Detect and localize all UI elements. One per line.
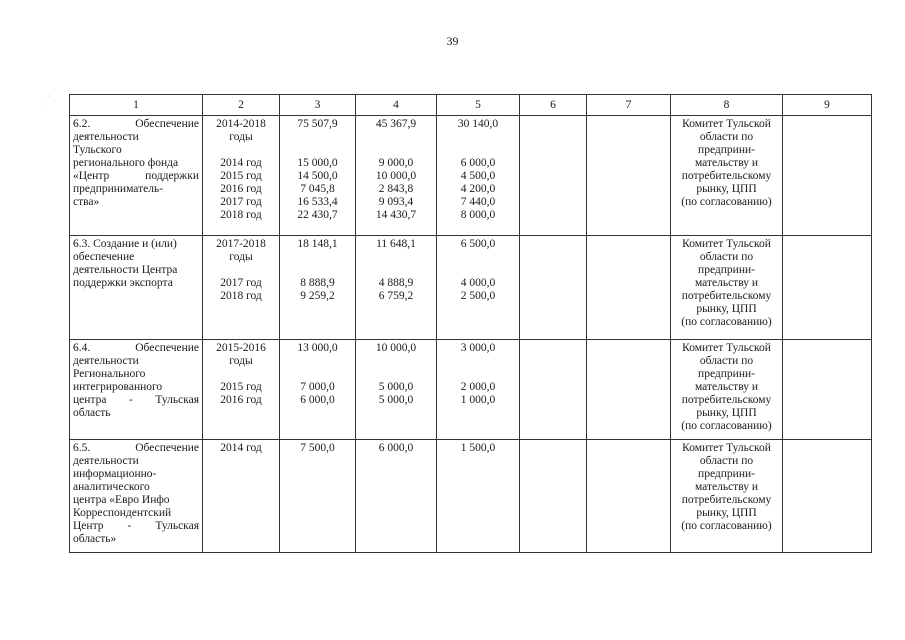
cell-line: 5 000,0: [378, 394, 414, 406]
cell-line: предприни-: [698, 368, 755, 380]
cell-line: 4 500,0: [460, 170, 496, 182]
cell-line: 10 000,0: [375, 342, 417, 354]
cell-line: 2017 год: [220, 196, 262, 208]
cell-line: годы: [229, 251, 253, 263]
col5-funding-cell: [437, 440, 520, 553]
cell-line: 14 500,0: [297, 170, 338, 182]
program-activities-table: [69, 94, 872, 553]
col4-funding-cell: [356, 116, 437, 236]
cell-line: 6 000,0: [460, 157, 496, 169]
cell-line: предприниматель-: [73, 183, 164, 195]
cell-line: область»: [73, 533, 117, 545]
cell-line: Комитет Тульской: [682, 118, 771, 130]
cell-line: 75 507,9: [297, 118, 338, 130]
col6-empty-cell: [520, 440, 587, 553]
cell-line: 2018 год: [220, 209, 262, 221]
cell-line: мательству и: [694, 157, 759, 169]
col9-empty-cell: [783, 440, 872, 553]
cell-line: [440, 251, 516, 264]
cell-line: [206, 144, 276, 157]
cell-line: (по согласованию): [681, 520, 772, 532]
cell-line: 2016 год: [220, 183, 262, 195]
cell-line: 9 259,2: [300, 290, 335, 302]
period-cell: [203, 440, 280, 553]
col4-funding-cell: [356, 440, 437, 553]
cell-line: деятельности: [73, 131, 139, 143]
col7-empty-cell: [587, 236, 671, 340]
activity-name-cell: [70, 236, 203, 340]
cell-line: области по: [699, 455, 754, 467]
cell-line: 4 000,0: [460, 277, 496, 289]
cell-line: центра - Тульская: [73, 394, 199, 406]
cell-line: потребительскому: [681, 394, 772, 406]
cell-line: 6 500,0: [460, 238, 496, 250]
cell-line: 30 140,0: [457, 118, 499, 130]
cell-line: 6.5. Обеспечение: [73, 442, 199, 454]
cell-line: мательству и: [694, 381, 759, 393]
cell-line: 45 367,9: [375, 118, 417, 130]
cell-line: регионального фонда: [73, 157, 179, 169]
col5-funding-cell: [437, 236, 520, 340]
cell-line: [440, 355, 516, 368]
total-funding-cell: [280, 440, 356, 553]
cell-line: 10 000,0: [375, 170, 417, 182]
cell-line: интегрированного: [73, 381, 163, 393]
cell-line: 4 200,0: [460, 183, 496, 195]
cell-line: потребительскому: [681, 494, 772, 506]
cell-line: [283, 368, 352, 381]
column-header-9: 9: [783, 95, 872, 116]
executor-cell: [671, 116, 783, 236]
cell-line: 2015 год: [220, 381, 262, 393]
cell-line: [283, 251, 352, 264]
cell-line: 1 500,0: [460, 442, 496, 454]
cell-line: [359, 131, 433, 144]
cell-line: рынку, ЦПП: [696, 407, 757, 419]
header-row: [70, 95, 872, 116]
col9-empty-cell: [783, 116, 872, 236]
cell-line: потребительскому: [681, 170, 772, 182]
cell-line: 4 888,9: [378, 277, 414, 289]
cell-line: деятельности: [73, 455, 139, 467]
cell-line: рынку, ЦПП: [696, 507, 757, 519]
cell-line: Комитет Тульской: [682, 442, 771, 454]
cell-line: 2016 год: [220, 394, 262, 406]
cell-line: Корреспондентский: [73, 507, 172, 519]
cell-line: [359, 264, 433, 277]
period-cell: [203, 116, 280, 236]
cell-line: (по согласованию): [681, 316, 772, 328]
cell-line: Тульского: [73, 144, 122, 156]
cell-line: [440, 368, 516, 381]
period-cell: [203, 236, 280, 340]
page-number: 39: [446, 34, 459, 48]
cell-line: 8 888,9: [300, 277, 335, 289]
cell-line: 7 500,0: [300, 442, 335, 454]
cell-line: 2014-2018: [216, 118, 266, 130]
cell-line: информационно-: [73, 468, 157, 480]
cell-line: аналитического: [73, 481, 150, 493]
cell-line: 9 000,0: [378, 157, 414, 169]
total-funding-cell: [280, 236, 356, 340]
cell-line: Комитет Тульской: [682, 342, 771, 354]
executor-cell: [671, 340, 783, 440]
col9-empty-cell: [783, 340, 872, 440]
cell-line: (по согласованию): [681, 196, 772, 208]
cell-line: 11 648,1: [376, 238, 416, 250]
cell-line: 5 000,0: [378, 381, 414, 393]
column-header-3: 3: [280, 95, 356, 116]
cell-line: годы: [229, 131, 253, 143]
col9-empty-cell: [783, 236, 872, 340]
executor-cell: [671, 440, 783, 553]
cell-line: 2014 год: [220, 442, 262, 454]
cell-line: «Центр поддержки: [73, 170, 199, 182]
cell-line: 13 000,0: [297, 342, 338, 354]
col5-funding-cell: [437, 340, 520, 440]
cell-line: [359, 368, 433, 381]
cell-line: Центр - Тульская: [73, 520, 199, 532]
cell-line: 7 000,0: [300, 381, 335, 393]
cell-line: 6 759,2: [378, 290, 414, 302]
cell-line: 6 000,0: [378, 442, 414, 454]
cell-line: 2 000,0: [460, 381, 496, 393]
cell-line: [440, 264, 516, 277]
cell-line: 3 000,0: [460, 342, 496, 354]
cell-line: [283, 131, 352, 144]
col4-funding-cell: [356, 340, 437, 440]
cell-line: области по: [699, 131, 754, 143]
activity-name-cell: [70, 340, 203, 440]
column-header-6: 6: [520, 95, 587, 116]
cell-line: деятельности Центра: [73, 264, 178, 276]
col6-empty-cell: [520, 340, 587, 440]
cell-line: 1 000,0: [460, 394, 496, 406]
cell-line: мательству и: [694, 277, 759, 289]
cell-line: 14 430,7: [375, 209, 417, 221]
activity-name-cell: [70, 440, 203, 553]
cell-line: 8 000,0: [460, 209, 496, 221]
cell-line: Регионального: [73, 368, 146, 380]
cell-line: 2 843,8: [378, 183, 414, 195]
table-row: [70, 340, 872, 440]
cell-line: потребительскому: [681, 290, 772, 302]
cell-line: [359, 144, 433, 157]
total-funding-cell: [280, 116, 356, 236]
column-header-1: 1: [70, 95, 203, 116]
cell-line: [206, 264, 276, 277]
column-header-4: 4: [356, 95, 437, 116]
col6-empty-cell: [520, 116, 587, 236]
cell-line: 2015-2016: [216, 342, 266, 354]
cell-line: 6 000,0: [300, 394, 335, 406]
cell-line: мательству и: [694, 481, 759, 493]
col7-empty-cell: [587, 340, 671, 440]
cell-line: 6.4. Обеспечение: [73, 342, 199, 354]
cell-line: 22 430,7: [297, 209, 338, 221]
cell-line: [440, 144, 516, 157]
cell-line: 6.2. Обеспечение: [73, 118, 199, 130]
cell-line: рынку, ЦПП: [696, 183, 757, 195]
table-row: [70, 440, 872, 553]
cell-line: области по: [699, 355, 754, 367]
period-cell: [203, 340, 280, 440]
cell-line: 7 045,8: [300, 183, 335, 195]
cell-line: [283, 264, 352, 277]
cell-line: [440, 131, 516, 144]
executor-cell: [671, 236, 783, 340]
column-header-2: 2: [203, 95, 280, 116]
cell-line: 2014 год: [220, 157, 262, 169]
cell-line: (по согласованию): [681, 420, 772, 432]
cell-line: 2017 год: [220, 277, 262, 289]
cell-line: области по: [699, 251, 754, 263]
cell-line: 15 000,0: [297, 157, 338, 169]
col7-empty-cell: [587, 116, 671, 236]
cell-line: [359, 355, 433, 368]
cell-line: 6.3. Создание и (или): [73, 238, 177, 250]
total-funding-cell: [280, 340, 356, 440]
cell-line: 18 148,1: [297, 238, 338, 250]
cell-line: предприни-: [698, 468, 755, 480]
cell-line: предприни-: [698, 264, 755, 276]
cell-line: [359, 251, 433, 264]
cell-line: [283, 355, 352, 368]
cell-line: Комитет Тульской: [682, 238, 771, 250]
cell-line: 7 440,0: [460, 196, 496, 208]
cell-line: 16 533,4: [297, 196, 338, 208]
cell-line: предприни-: [698, 144, 755, 156]
scan-speck: ·: [48, 92, 51, 101]
cell-line: [283, 144, 352, 157]
cell-line: ства»: [73, 196, 100, 208]
cell-line: 2 500,0: [460, 290, 496, 302]
col7-empty-cell: [587, 440, 671, 553]
cell-line: 2015 год: [220, 170, 262, 182]
col4-funding-cell: [356, 236, 437, 340]
cell-line: деятельности: [73, 355, 139, 367]
cell-line: 2017-2018: [216, 238, 266, 250]
column-header-8: 8: [671, 95, 783, 116]
cell-line: область: [73, 407, 111, 419]
column-header-7: 7: [587, 95, 671, 116]
cell-line: 9 093,4: [378, 196, 414, 208]
col6-empty-cell: [520, 236, 587, 340]
cell-line: 2018 год: [220, 290, 262, 302]
cell-line: годы: [229, 355, 253, 367]
activity-name-cell: [70, 116, 203, 236]
cell-line: обеспечение: [73, 251, 135, 263]
col5-funding-cell: [437, 116, 520, 236]
cell-line: поддержки экспорта: [73, 277, 173, 289]
column-header-5: 5: [437, 95, 520, 116]
table-row: [70, 236, 872, 340]
scan-speck: ·: [44, 100, 47, 109]
table-row: [70, 116, 872, 236]
cell-line: рынку, ЦПП: [696, 303, 757, 315]
cell-line: центра «Евро Инфо: [73, 494, 170, 506]
cell-line: [206, 368, 276, 381]
